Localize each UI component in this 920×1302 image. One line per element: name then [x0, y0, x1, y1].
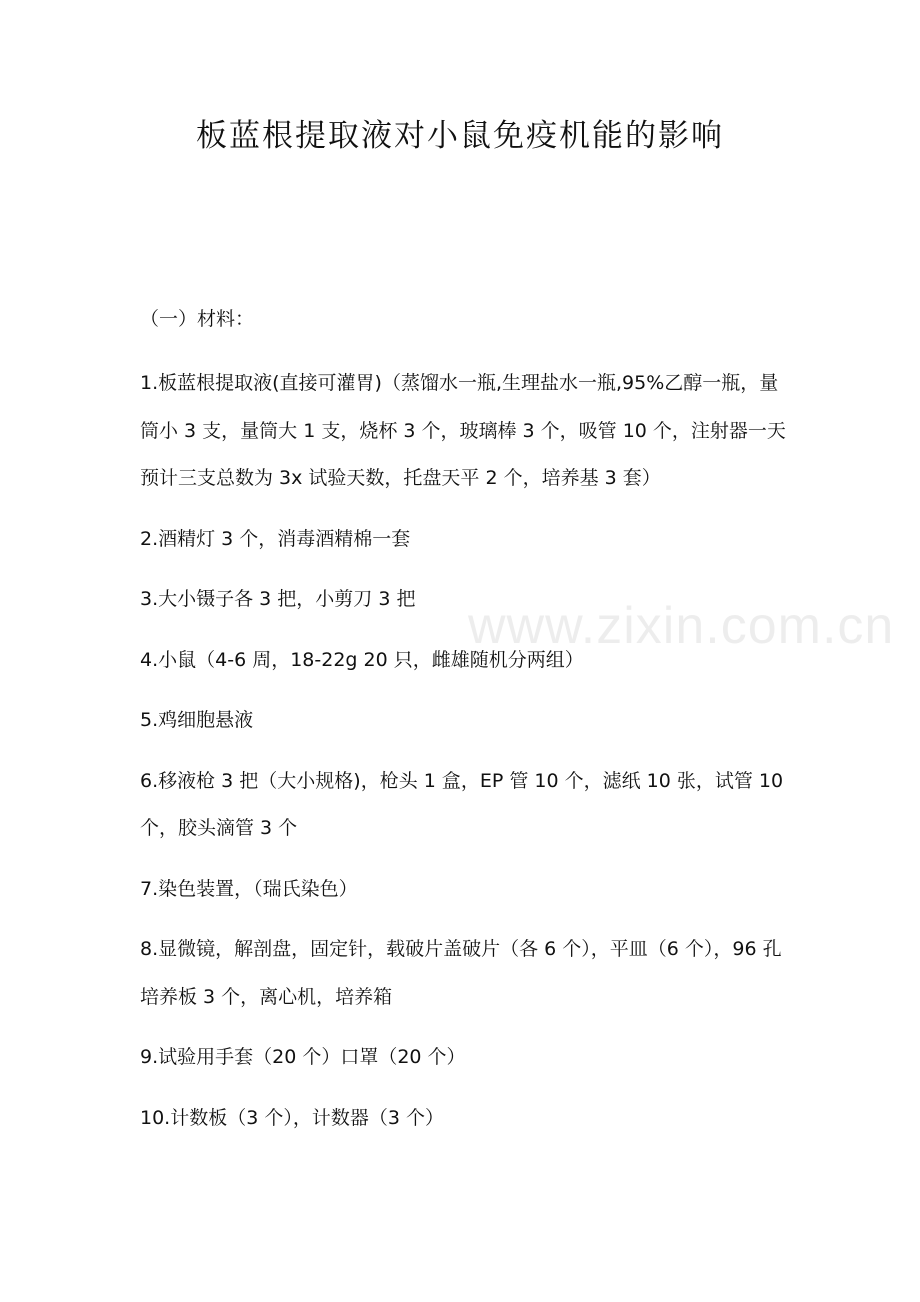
document-title: 板蓝根提取液对小鼠免疫机能的影响: [196, 118, 724, 154]
materials-item-7: 7.染色装置，（瑞氏染色）: [140, 877, 358, 900]
materials-list: [140, 360, 790, 1155]
watermark: www.zixin.com.cn: [468, 597, 895, 655]
materials-item-9: 9.试验用手套（20 个）口罩（20 个）: [140, 1046, 466, 1068]
materials-item-4: 4.小鼠（4-6 周，18-22g 20 只，雌雄随机分两组）: [140, 648, 584, 671]
materials-item-8: 8.显微镜，解剖盘，固定针，载破片盖破片（各 6 个），平皿（6 个），96 孔培养板 3 个，离心机，培养箱: [140, 938, 782, 1008]
section-heading-materials: （一）材料：: [140, 308, 255, 330]
materials-item-3: 3.大小镊子各 3 把，小剪刀 3 把: [140, 588, 416, 610]
materials-item-5: 5.鸡细胞悬液: [140, 709, 254, 731]
materials-item-6: 6.移液枪 3 把（大小规格)，枪头 1 盒，EP 管 10 个，滤纸 10 张，试管 10 个，胶头滴管 3 个: [140, 769, 784, 839]
materials-item-2: 2.酒精灯 3 个，消毒酒精棉一套: [140, 527, 411, 550]
materials-item-1: 1.板蓝根提取液(直接可灌胃)（蒸馏水一瓶,生理盐水一瓶,95%乙醇一瓶，量筒小 3 支，量筒大 1 支，烧杯 3 个，玻璃棒 3 个，吸管 10 个，注射器一天预计三支总数为 3x 试验天数，托盘天平 2 个，培养基 3 套）: [140, 372, 786, 489]
materials-item-10: 10.计数板（3 个），计数器（3 个）: [140, 1106, 444, 1129]
